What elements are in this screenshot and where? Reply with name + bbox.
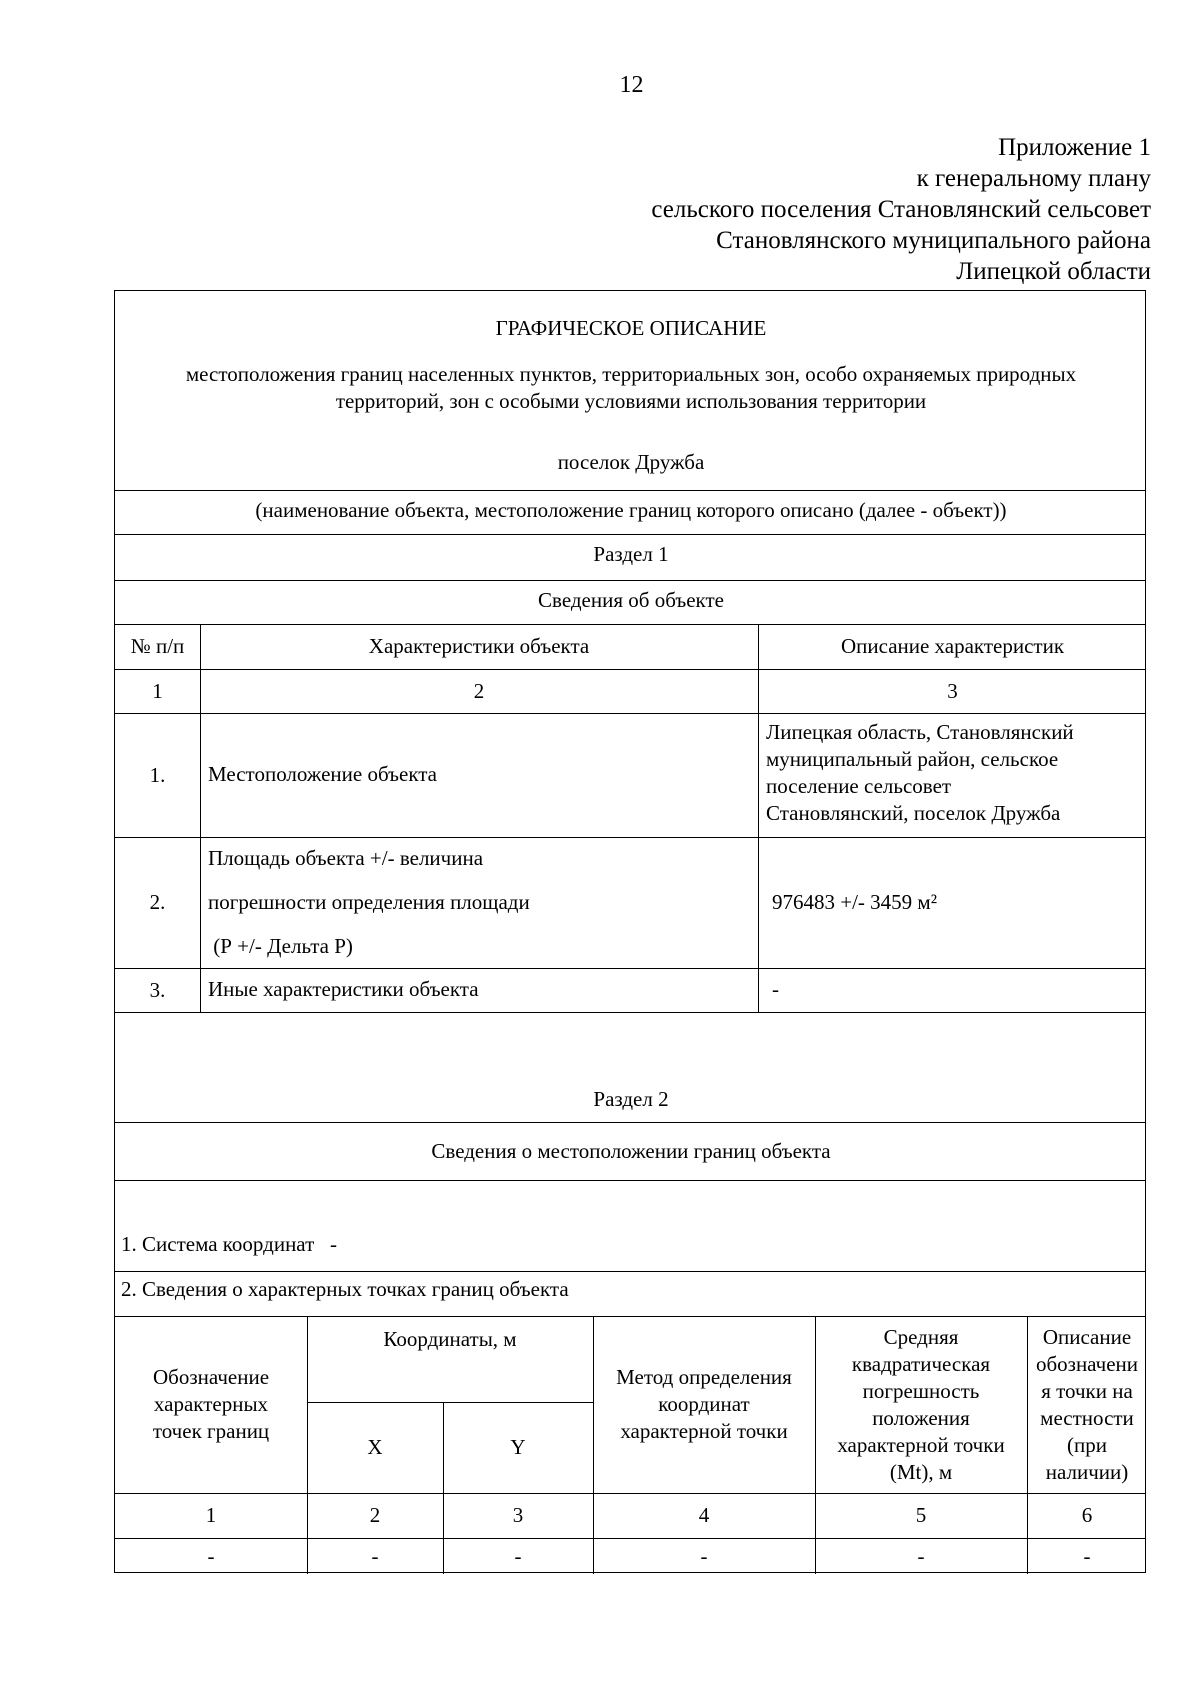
row-1-description-line-3: поселение сельсовет [766, 774, 952, 798]
error-line-6: (Mt), м [889, 1459, 953, 1484]
row-2-number: 2. [149, 890, 166, 914]
row-1-description-line-4: Становлянский, поселок Дружба [766, 801, 1061, 825]
method-line-2: координат [658, 1392, 750, 1416]
column-header-coordinates: Координаты, м [383, 1327, 517, 1351]
rule [115, 968, 1145, 969]
section-2-subtitle: Сведения о местоположении границ объекта [431, 1139, 831, 1163]
rule [115, 1122, 1145, 1123]
row-2-characteristic-line-3: (Р +/- Дельта Р) [208, 934, 353, 958]
point-description-line-3: я точки на [1041, 1378, 1133, 1403]
column-header-method [593, 1316, 815, 1493]
document-subtitle-line-1: местоположения границ населенных пунктов, территориальных зон, особо охраняемых природных [185, 362, 1077, 386]
column-number-3: 3 [947, 678, 958, 703]
column-header-description: Описание характеристик [840, 634, 1065, 658]
row-1-description-line-1: Липецкая область, Становлянский [766, 720, 1074, 744]
appendix-line-5: Липецкой области [956, 258, 1151, 285]
rule [115, 580, 1145, 581]
row-1-characteristic: Местоположение объекта [208, 762, 438, 786]
points-row-cell-6: - [1083, 1543, 1091, 1568]
object-caption: (наименование объекта, местоположение границ которого описано (далее - объект)) [255, 498, 1007, 522]
row-1-number: 1. [149, 762, 166, 787]
designation-line-2: характерных [153, 1392, 269, 1416]
error-line-4: положения [872, 1405, 970, 1430]
column-header-number: № п/п [130, 634, 185, 658]
appendix-block [651, 132, 1151, 287]
row-2-description: 976483 +/- 3459 м² [772, 890, 938, 914]
point-description-line-4: местности [1040, 1405, 1134, 1430]
rule [115, 1012, 1145, 1013]
appendix-line-4: Становлянского муниципального района [716, 227, 1151, 254]
column-number-1: 1 [152, 678, 163, 703]
row-3-characteristic: Иные характеристики объекта [208, 977, 479, 1001]
section-1-title: Раздел 1 [593, 542, 669, 566]
description-frame [114, 290, 1146, 1573]
row-2-characteristic-line-2: погрешности определения площади [208, 890, 530, 914]
points-row-cell-1: - [207, 1543, 215, 1568]
column-header-characteristic: Характеристики объекта [368, 634, 590, 658]
points-row-cell-5: - [917, 1543, 925, 1568]
coordinate-system: 1. Система координат - [121, 1232, 337, 1256]
points-title: 2. Сведения о характерных точках границ объекта [121, 1277, 569, 1301]
section-1-subtitle: Сведения об объекте [538, 588, 724, 612]
designation-line-1: Обозначение [152, 1365, 270, 1389]
page-number: 12 [619, 72, 644, 98]
points-column-number-3: 3 [512, 1503, 524, 1527]
rule [115, 534, 1145, 535]
object-name: поселок Дружба [557, 450, 705, 474]
designation-line-3: точек границ [152, 1419, 270, 1443]
points-column-number-4: 4 [698, 1503, 710, 1527]
error-line-1: Средняя [883, 1324, 959, 1349]
rule [115, 1271, 1145, 1272]
method-line-1: Метод определения [616, 1365, 792, 1389]
column-header-error [815, 1316, 1027, 1493]
appendix-line-1: Приложение 1 [998, 134, 1151, 161]
points-row-cell-2: - [371, 1543, 379, 1568]
column-header-designation [115, 1316, 307, 1493]
points-column-number-6: 6 [1081, 1503, 1093, 1527]
point-description-line-6: наличии) [1045, 1459, 1129, 1484]
column-number-2: 2 [473, 678, 485, 703]
row-1-description-line-2: муниципальный район, сельское [766, 747, 1059, 771]
method-line-3: характерной точки [620, 1419, 788, 1443]
column-header-y: Y [510, 1435, 526, 1459]
points-row-cell-4: - [700, 1543, 708, 1568]
points-column-number-1: 1 [205, 1503, 217, 1527]
column-header-x: X [367, 1435, 383, 1459]
rule [115, 713, 1145, 714]
row-2-characteristic-line-1: Площадь объекта +/- величина [208, 846, 484, 870]
appendix-line-2: к генеральному плану [916, 165, 1151, 192]
point-description-line-2: обозначени [1035, 1351, 1139, 1376]
error-line-2: квадратическая [851, 1351, 991, 1376]
error-line-5: характерной точки [837, 1432, 1005, 1457]
rule [115, 1180, 1145, 1181]
points-column-number-2: 2 [369, 1503, 381, 1527]
column-header-point-description [1027, 1316, 1147, 1493]
point-description-line-5: (при [1067, 1432, 1107, 1457]
row-3-description: - [772, 977, 779, 1001]
document-subtitle-line-2: территорий, зон с особыми условиями использования территории [335, 389, 927, 413]
points-column-number-5: 5 [915, 1503, 927, 1527]
appendix-line-3: сельского поселения Становлянский сельсовет [651, 196, 1151, 223]
section-2-title: Раздел 2 [593, 1087, 669, 1111]
rule [115, 837, 1145, 838]
points-row-cell-3: - [514, 1543, 522, 1568]
point-description-line-1: Описание [1042, 1324, 1132, 1349]
document-title: ГРАФИЧЕСКОЕ ОПИСАНИЕ [495, 316, 767, 340]
rule [115, 490, 1145, 491]
error-line-3: погрешность [862, 1378, 980, 1403]
row-3-number: 3. [149, 977, 166, 1002]
